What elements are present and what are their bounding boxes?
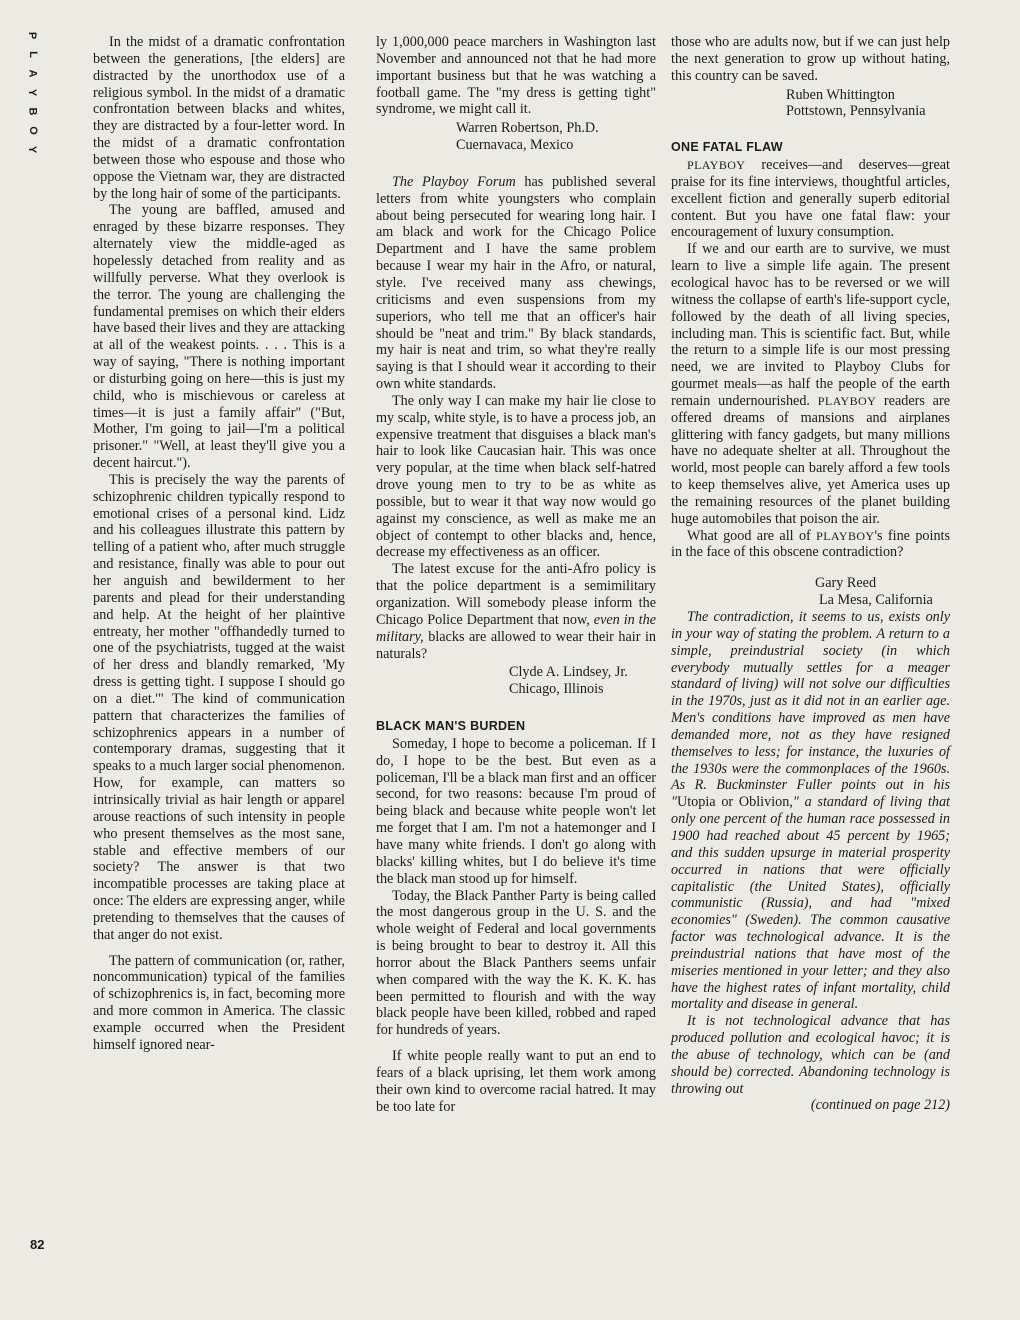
signature-name: Warren Robertson, Ph.D. [456, 120, 599, 137]
playboy-smallcaps: PLAYBOY [817, 393, 877, 408]
signature-name: Ruben Whittington [786, 86, 895, 103]
paragraph: The contradiction, it seems to us, exists only in your way of stating the problem. A return to a simple, preindustrial society (in which everybody mutually settles for a meager standard of living) will not solve our difficulties in the 1970s, just as it did not in an earlier age. Men's conditions have improved as men have demanded more, not as they have resigned themselves to less; for instance, the luxuries of the 1930s were the commonplaces of the 1960s. As R. Buckminster Fuller points out in his "Utopia or Oblivion," a standard of living that only one percent of the human race possessed in 1900 had reached about 45 percent by 1965; and this sudden upsurge in material prosperity occurred in nations that were officially capitalistic (the United States), officially communistic (Russia), and had "mixed economies" (Sweden). The common causative factor was technological advance. It is the preindustrial nations that have most of the miseries mentioned in your letter; and they also have the highest rates of infant mortality, child mortality and disease in general. [671, 609, 950, 1013]
paragraph: The Playboy Forum has published several letters from white youngsters who complain about being persecuted for wearing long hair. I am black and work for the Chicago Police Department and I have the same problem because I wear my hair in the Afro, or natural, style. I've received many ass chewings, criticisms and even suspensions from my superiors, who tell me that an officer's hair should be "neat and trim." By black standards, my hair is neat and trim, so what they're really saying is that I should wear it according to their own white standards. [376, 173, 656, 393]
signature-place: Pottstown, Pennsylvania [786, 103, 926, 120]
editor-response [671, 609, 950, 1114]
paragraph: What good are all of PLAYBOY's fine points in the face of this obscene contradiction? [671, 527, 950, 561]
masthead-letter: P [26, 31, 39, 40]
signature [671, 575, 950, 609]
playboy-side-masthead [22, 30, 42, 155]
column-1 [93, 34, 345, 1054]
playboy-smallcaps: PLAYBOY [816, 528, 875, 543]
publication-title: The Playboy Forum [392, 173, 516, 190]
masthead-letter: Y [26, 88, 39, 97]
paragraph: Someday, I hope to become a policeman. If I do, I hope to be the best. But even as a policeman, I'll be a black man first and an officer second, for two reasons: because I'm proud of being black and because white people won't let me forget that I am. I'm not a hatemonger and I have many white friends. I don't go along with blacks' killing whites, but I do believe it's time the black man stood up for himself. [376, 735, 656, 887]
signature [376, 664, 656, 698]
section-heading: BLACK MAN'S BURDEN [376, 719, 526, 734]
signature-name: Gary Reed [815, 575, 877, 592]
signature-name: Clyde A. Lindsey, Jr. [509, 664, 628, 681]
paragraph: PLAYBOY receives—and deserves—great praise for its fine interviews, thoughtful articles, excellent fiction and generally superb editorial content. But you have one fatal flaw: your encouragement of luxury consumption. [671, 157, 950, 241]
paragraph: If white people really want to put an end to fears of a black uprising, let them work among their own kind to overcome racial hatred. It may be too late for [376, 1048, 656, 1115]
masthead-letter: L [26, 51, 39, 58]
signature [671, 87, 950, 121]
paragraph: This is precisely the way the parents of schizophrenic children typically respond to emotional crises of a personal kind. Lidz and his colleagues illustrate this pattern by telling of a patient who, after much struggle and resistance, finally was able to pour out her anguish and bewilderment to her parents and plead for their understanding and help. At the height of her plaintive entreaty, her mother "offhandedly turned to one of the psychiatrists, tugged at the waist of her dress and blandly remarked, 'My dress is getting tight. I suppose I should go on a diet.'" The kind of communication pattern that characterizes the families of schizophrenics appears in a number of contemporary dramas, suggesting that it speaks to a much larger social phenomenon. How, for example, can matters so intrinsically trivial as hair length or apparel arouse reactions of such intensity in people who present themselves as the most sane, stable and effective members of our society? The answer is that two incompatible processes are taking place at once: The elders are expressing anger, while pretending to themselves that the causes of that anger do not exist. [93, 471, 345, 943]
signature-place: Chicago, Illinois [509, 681, 604, 698]
paragraph: The pattern of communication (or, rather, noncommunication) typical of the families of schizophrenics is, in fact, becoming more and more common in America. The classic example occurred when the President himself ignored near- [93, 952, 345, 1053]
page-number: 82 [30, 1237, 45, 1252]
paragraph: It is not technological advance that has produced pollution and ecological havoc; it is the abuse of technology, which can be (and should be) corrected. Abandoning technology is throwing out [671, 1013, 950, 1097]
paragraph: If we and our earth are to survive, we must learn to live a simple life again. The present ecological havoc has to be reversed or we will witness the collapse of earth's life-support cycle, followed by the death of all living species, including man. This is scientific fact. But, while the return to a simple life is our most pressing need, we are invited to Playboy Clubs for gourmet meals—as half the people of the earth remain undernourished. PLAYBOY readers are offered dreams of mansions and airplanes glittering with fancy gadgets, but many millions have no adequate shelter at all. Throughout the world, most people can barely afford a few tools to keep themselves alive, yet America uses up the remaining resources of the planet building huge automobiles that poison the air. [671, 241, 950, 527]
continued-note: (continued on page 212) [810, 1097, 950, 1114]
section-heading: ONE FATAL FLAW [671, 140, 783, 155]
column-2 [376, 34, 656, 1115]
column-3 [671, 34, 950, 1114]
book-title: Utopia or Oblivion, [676, 794, 793, 811]
playboy-smallcaps: PLAYBOY [687, 158, 746, 173]
paragraph: ly 1,000,000 peace marchers in Washington last November and announced not that he had more important business but that he was watching a football game. The "my dress is getting tight" syndrome, we might call it. [376, 34, 656, 118]
masthead-letter: A [26, 69, 39, 78]
masthead-letter: Y [26, 145, 39, 154]
paragraph: those who are adults now, but if we can just help the next generation to grow up without hating, this country can be saved. [671, 34, 950, 84]
paragraph: Today, the Black Panther Party is being called the most dangerous group in the U. S. and the whole weight of Federal and local governments is being brought to bear to destroy it. All this horror about the Black Panthers seems unfair when compared with the way the K. K. K. has been permitted to flourish and with the way black people have been killed, robbed and raped for hundreds of years. [376, 887, 656, 1039]
paragraph: The latest excuse for the anti-Afro policy is that the police department is a semimilitary organization. Will somebody please inform the Chicago Police Department that now, even in the military, blacks are allowed to wear their hair in naturals? [376, 561, 657, 662]
signature-place: La Mesa, California [819, 592, 933, 609]
paragraph: The only way I can make my hair lie close to my scalp, white style, is to have a process job, an expensive treatment that disguises a black man's hair to look like Caucasian hair. This was once very popular, at the time when black self-hatred drove young men to try to be as white as possible, but to wear it that way now would go against my conscience, as well as make me an object of contempt to other blacks and, hence, decrease my effectiveness as an officer. [376, 392, 656, 561]
masthead-letter: O [26, 126, 39, 135]
paragraph: In the midst of a dramatic confrontation between the generations, [the elders] are distracted by the unorthodox use of a religious symbol. In the midst of a dramatic confrontation between blacks and whites, they are distracted by a four-letter word. In the midst of a dramatic confrontation between those who espouse and those who oppose the Vietnam war, they are distracted by the long hair of some of the participants. [93, 34, 345, 202]
masthead-letter: B [26, 107, 39, 116]
signature [376, 120, 656, 154]
signature-place: Cuernavaca, Mexico [456, 137, 574, 154]
paragraph: The young are baffled, amused and enraged by these bizarre responses. They alternately view the middle-aged as hopelessly detached from reality and as willfully perverse. What they overlook is the terror. The young are challenging the fundamental premises on which their elders have based their lives and they are attacking at all of the weakest points. . . . This is a way of saying, "There is nothing important or disturbing going on here—this is just my child, who is mischievous or careless at times—it is just a family affair" ("But, Mother, I'm going to jail—I'm a political prisoner." "Well, at least they'll give you a decent haircut."). [93, 202, 345, 472]
